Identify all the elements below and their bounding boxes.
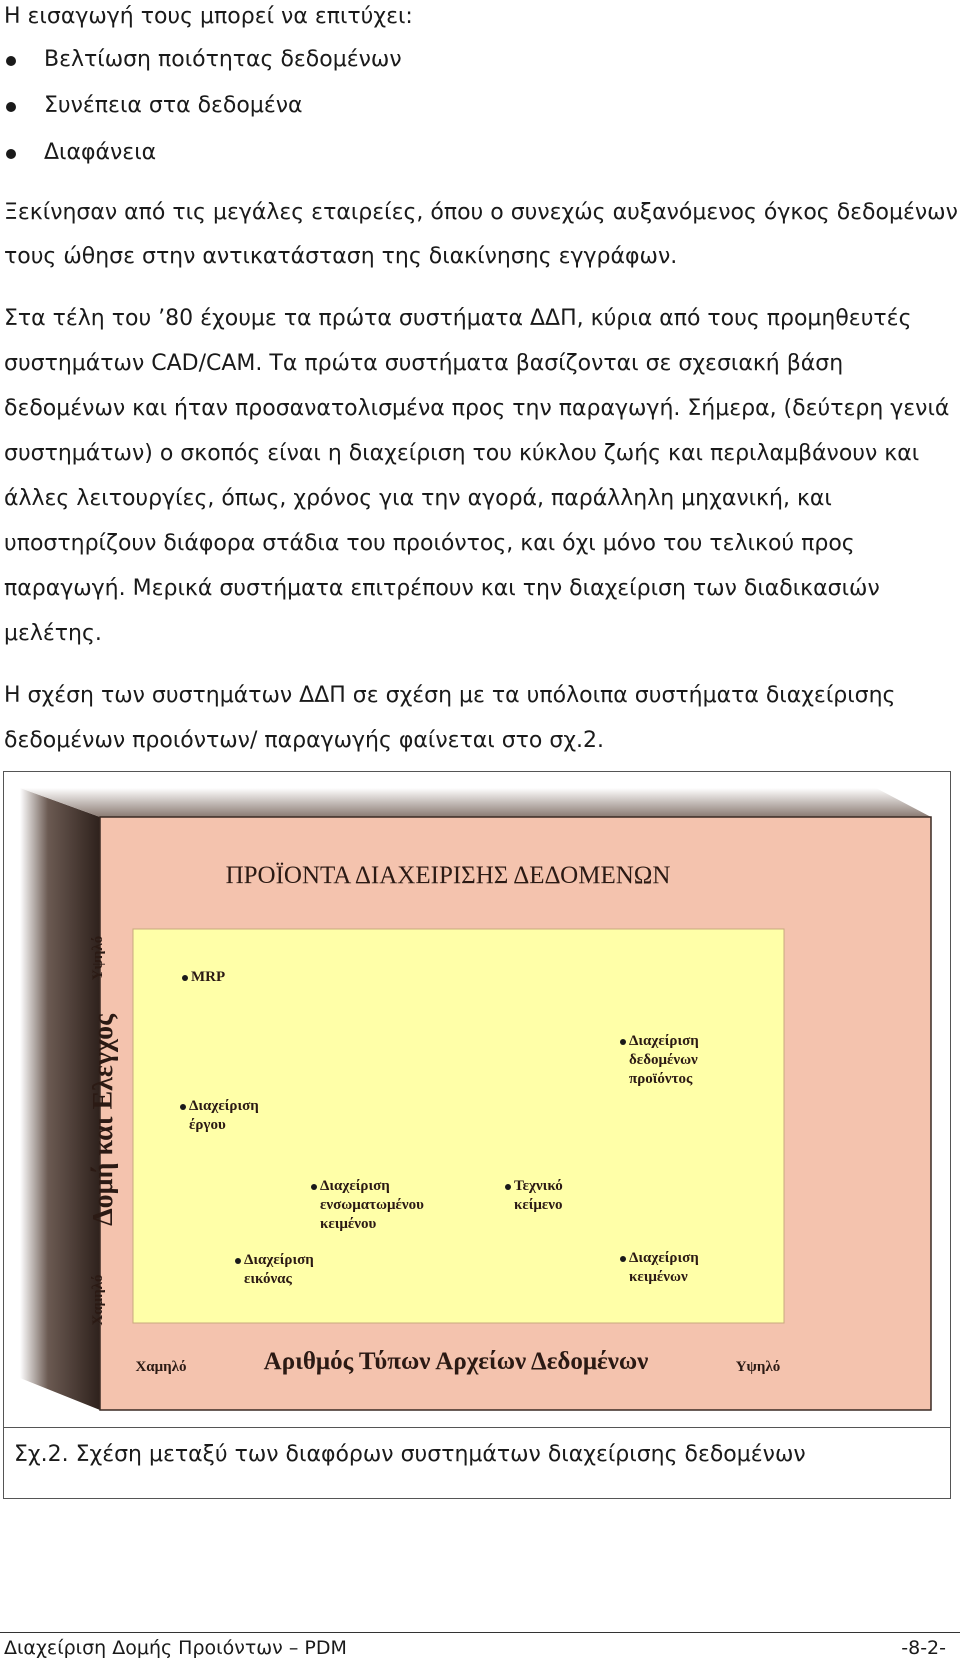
figure-caption: Σχ.2. Σχέση μεταξύ των διαφόρων συστημάτων διαχείρισης δεδομένων — [14, 1442, 806, 1467]
item-label: Διαχείριση — [244, 1252, 314, 1268]
item-embedded-text-management — [320, 1177, 424, 1234]
item-label: προϊόντος — [629, 1071, 693, 1087]
paragraph-line: δεδομένων προιόντων/ παραγωγής φαίνεται στο σχ.2. — [4, 728, 605, 753]
item-label: Τεχνικό — [514, 1178, 563, 1194]
item-label: Διαχείριση — [629, 1250, 699, 1266]
box-top-face — [20, 788, 931, 817]
page-number: -8-2- — [901, 1637, 946, 1659]
item-texts-management — [629, 1249, 699, 1287]
item-image-management — [244, 1251, 314, 1289]
item-label: δεδομένων — [629, 1052, 698, 1068]
paragraph-line: μελέτης. — [4, 621, 102, 646]
item-label: κείμενο — [514, 1197, 563, 1213]
bullet-text: Βελτίωση ποιότητας δεδομένων — [44, 47, 402, 72]
paragraph-line: συστημάτων) ο σκοπός είναι η διαχείριση του κύκλου ζωής και περιλαμβάνουν και — [4, 441, 920, 466]
item-bullet — [180, 1104, 186, 1110]
x-axis-label: Αριθμός Τύπων Αρχείων Δεδομένων — [263, 1348, 649, 1375]
paragraph-line: δεδομένων και ήταν προσανατολισμένα προς την παραγωγή. Σήμερα, (δεύτερη γενιά — [4, 396, 950, 421]
item-project-management — [189, 1097, 259, 1135]
paragraph-line: υποστηρίζουν διάφορα στάδια του προιόντος, και όχι μόνο του τελικού προς — [4, 531, 855, 556]
item-bullet — [182, 975, 188, 981]
item-bullet — [620, 1039, 626, 1045]
figure-title: ΠΡΟΪΟΝΤΑ ΔΙΑΧΕΙΡΙΣΗΣ ΔΕΔΟΜΕΝΩΝ — [225, 862, 671, 889]
item-label: Διαχείριση — [189, 1098, 259, 1114]
item-label: Διαχείριση — [629, 1033, 699, 1049]
item-label: έργου — [189, 1117, 226, 1133]
paragraph-line: παραγωγή. Μερικά συστήματα επιτρέπουν και την διαχείριση των διαδικασιών — [4, 576, 880, 601]
y-high-label: Υψηλό — [90, 935, 106, 981]
item-mrp — [191, 968, 225, 987]
y-axis-label: Δομή και Ελεγχος — [88, 1014, 119, 1226]
paragraph-line: Ξεκίνησαν από τις μεγάλες εταιρείες, όπου ο συνεχώς αυξανόμενος όγκος δεδομένων — [4, 200, 958, 225]
item-bullet — [235, 1258, 241, 1264]
paragraph-line: τους ώθησε στην αντικατάσταση της διακίνησης εγγράφων. — [4, 244, 678, 269]
y-low-label: Χαμηλό — [90, 1274, 106, 1326]
item-label: Διαχείριση — [320, 1178, 390, 1194]
bullet-text: Συνέπεια στα δεδομένα — [44, 93, 303, 118]
caption-divider — [4, 1427, 950, 1428]
item-label: ενσωματωμένου — [320, 1197, 424, 1213]
footer-rule — [0, 1632, 960, 1633]
paragraph-line: Στα τέλη του ’80 έχουμε τα πρώτα συστήματα ΔΔΠ, κύρια από τους προμηθευτές — [4, 306, 912, 331]
item-label: κειμένων — [629, 1269, 688, 1285]
paragraph-line: συστημάτων CAD/CAM. Τα πρώτα συστήματα βασίζονται σε σχεσιακή βάση — [4, 351, 844, 376]
item-bullet — [505, 1184, 511, 1190]
item-bullet — [311, 1184, 317, 1190]
item-product-data-management — [629, 1032, 699, 1089]
item-technical-text — [514, 1177, 563, 1215]
item-bullet — [620, 1256, 626, 1262]
x-low-label: Χαμηλό — [135, 1359, 187, 1375]
paragraph-line: Η σχέση των συστημάτων ΔΔΠ σε σχέση με τα υπόλοιπα συστήματα διαχείρισης — [4, 683, 896, 708]
item-label: κειμένου — [320, 1216, 377, 1232]
item-label: MRP — [191, 969, 226, 985]
footer-title: Διαχείριση Δομής Προιόντων – PDM — [4, 1637, 347, 1659]
bullet-text: Διαφάνεια — [44, 140, 157, 165]
paragraph-line: άλλες λειτουργίες, όπως, χρόνος για την αγορά, παράλληλη μηχανική, και — [4, 486, 832, 511]
x-high-label: Υψηλό — [735, 1359, 781, 1375]
item-label: εικόνας — [244, 1271, 292, 1287]
intro-line: Η εισαγωγή τους μπορεί να επιτύχει: — [4, 4, 413, 29]
